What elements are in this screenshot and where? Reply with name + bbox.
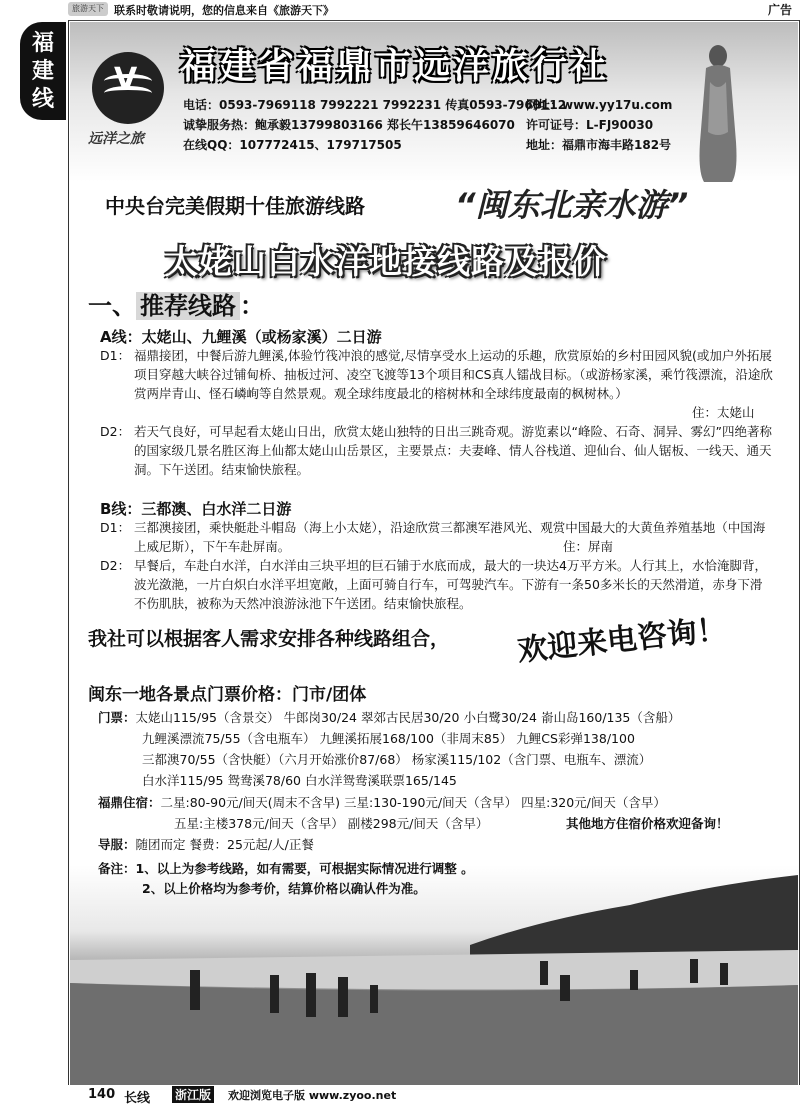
agency-service: 诚挚服务热：鲍承毅13799803166 郑长午13859646070 — [183, 118, 515, 132]
footer-brand: 长线 — [124, 1091, 151, 1106]
section-prefix: 一、 — [88, 292, 136, 320]
route-a-title: A线：太姥山、九鲤溪（或杨家溪）二日游 — [100, 328, 382, 346]
magazine-logo: 旅游天下 — [68, 2, 108, 16]
beach-photo — [70, 865, 798, 1085]
hotels-text: 二星:80-90元/间天(周末不含早) 三星:130-190元/间天（含早） 四星:320元/间天（含早） — [160, 795, 666, 810]
welcome-callout: 欢迎来电咨询！ — [515, 612, 729, 669]
region-tab-char: 线 — [31, 87, 54, 112]
day-text: 若天气良好，可早起看太姥山日出，欣赏太姥山独特的日出三跳奇观。游览素以“峰险、石奇、洞异、雾幻”四绝著称的国家级几景名胜区海上仙都太姥山山岳景区，主要景点：夫妻峰、情人谷栈道、迎仙台、仙人锯板、一线天、通天洞。下午送团。结束愉快旅程。 — [134, 424, 772, 477]
agency-license: 许可证号：L-FJ90030 — [526, 118, 654, 132]
section-heading — [88, 286, 264, 321]
region-tab — [20, 22, 66, 120]
guide-text: 随团而定 餐费：25元起/人/正餐 — [135, 837, 314, 852]
day-label: D1： — [100, 348, 131, 363]
hotels-label: 福鼎住宿： — [98, 795, 161, 810]
route-b-stay: 住：屏南 — [563, 539, 614, 554]
ad-label: 广告 — [764, 1, 796, 18]
guide-label: 导服： — [98, 837, 136, 852]
tickets-heading: 闽东一地各景点门票价格：门市/团体 — [88, 685, 367, 705]
route-b-title: B线：三都澳、白水洋二日游 — [100, 500, 292, 518]
footer-url[interactable]: 欢迎浏览电子版 www.zyoo.net — [228, 1089, 397, 1102]
agency-logo-text: 远洋之旅 — [88, 131, 144, 147]
agency-website: 网址：www.yy17u.com — [526, 98, 673, 112]
day-text: 早餐后，车赴白水洋，白水洋由三块平坦的巨石铺于水底而成，最大的一块达4万平方米。人行其上，水恰淹脚背，波光潋滟，一片白炽白水洋平坦宽敞，上面可骑自行车，可驾驶汽车。下游有一条50多米长的天然滑道，赤身下滑不伤肌肤，被称为天然冲浪游泳池下午送团。结束愉快旅程。 — [134, 558, 767, 611]
day-label: D2： — [100, 558, 131, 573]
route-a-day2 — [100, 422, 774, 479]
notes-label: 备注： — [98, 861, 136, 876]
notes-line: 2、以上价格均为参考价，结算价格以确认件为准。 — [142, 881, 426, 896]
hotels-line: 五星:主楼378元/间天（含早） 副楼298元/间天（含早） — [174, 816, 489, 831]
tickets-line — [98, 709, 680, 726]
section-suffix: ： — [240, 292, 264, 320]
agency-name: 福建省福鼎市远洋旅行社 — [180, 46, 610, 87]
slogan: “闽东北亲水游” — [455, 186, 689, 224]
top-bar — [68, 0, 800, 21]
hotels-line — [98, 794, 666, 811]
tickets-label: 门票： — [98, 710, 136, 725]
agency-phone: 电话：0593-7969118 7992221 7992231 传真0593-7969112 — [183, 98, 567, 112]
tickets-text: 太姥山115/95（含景交） 牛郎岗30/24 翠郊古民居30/20 小白鹭30/24 嵛山岛160/135（含船） — [135, 710, 681, 725]
tickets-line: 三都澳70/55（含快艇）（六月开始涨价87/68） 杨家溪115/102（含门票、电瓶车、漂流） — [142, 752, 652, 767]
hotels-inquiry: 其他地方住宿价格欢迎备询！ — [566, 816, 729, 831]
beach-scene-icon — [70, 865, 798, 1085]
footer — [68, 1085, 800, 1105]
guide-line — [98, 836, 314, 853]
section-title: 推荐线路 — [136, 292, 240, 320]
arrange-note: 我社可以根据客人需求安排各种线路组合， — [88, 628, 450, 650]
page-title: 太姥山白水洋地接线路及报价 — [165, 242, 607, 281]
page-number: 140 — [88, 1087, 116, 1102]
source-notice: 联系时敬请说明，您的信息来自《旅游天下》 — [114, 4, 334, 17]
statue-icon — [686, 42, 750, 182]
day-label: D2： — [100, 424, 131, 439]
route-b-day1 — [100, 518, 774, 556]
agency-address: 地址：福鼎市海丰路182号 — [526, 138, 672, 152]
route-a-day1 — [100, 346, 774, 403]
day-text: 三都澳接团，乘快艇赴斗帽岛（海上小太姥），沿途欣赏三都澳军港风光、观赏中国最大的大黄鱼养殖基地（中国海上威尼斯），下午车赴屏南。 — [134, 520, 766, 554]
edition-badge: 浙江版 — [172, 1086, 214, 1103]
route-b-day2 — [100, 556, 774, 613]
agency-logo-icon: V — [92, 52, 164, 124]
route-a-stay: 住：太姥山 — [692, 405, 755, 420]
day-text: 福鼎接团，中餐后游九鲤溪,体验竹筏冲浪的感觉,尽情享受水上运动的乐趣，欣赏原始的乡村田园风貌(或加户外拓展项目穿越大峡谷过铺甸桥、抽板过河、凌空飞渡等13个项目和CS真人镭战目标。（或游杨家溪，乘竹筏漂流，沿途欣赏两岸青山、怪石嶙峋等自然景观。观全球纬度最北的榕树林和全球纬度最南的枫树林。） — [134, 348, 773, 401]
notes-line — [98, 860, 474, 877]
region-tab-char: 福 — [31, 31, 54, 56]
tickets-line: 白水洋115/95 鸳鸯溪78/60 白水洋鸳鸯溪联票165/145 — [142, 773, 457, 788]
day-label: D1： — [100, 520, 131, 535]
page-border-left — [68, 20, 69, 1085]
tickets-line: 九鲤溪漂流75/55（含电瓶车） 九鲤溪拓展168/100（非周末85） 九鲤CS彩弹138/100 — [142, 731, 635, 746]
agency-qq: 在线QQ：107772415、179717505 — [183, 138, 402, 152]
subtitle: 中央台完美假期十佳旅游线路 — [105, 194, 365, 218]
region-tab-char: 建 — [31, 59, 54, 84]
notes-text: 1、以上为参考线路，如有需要，可根据实际情况进行调整 。 — [135, 861, 474, 876]
